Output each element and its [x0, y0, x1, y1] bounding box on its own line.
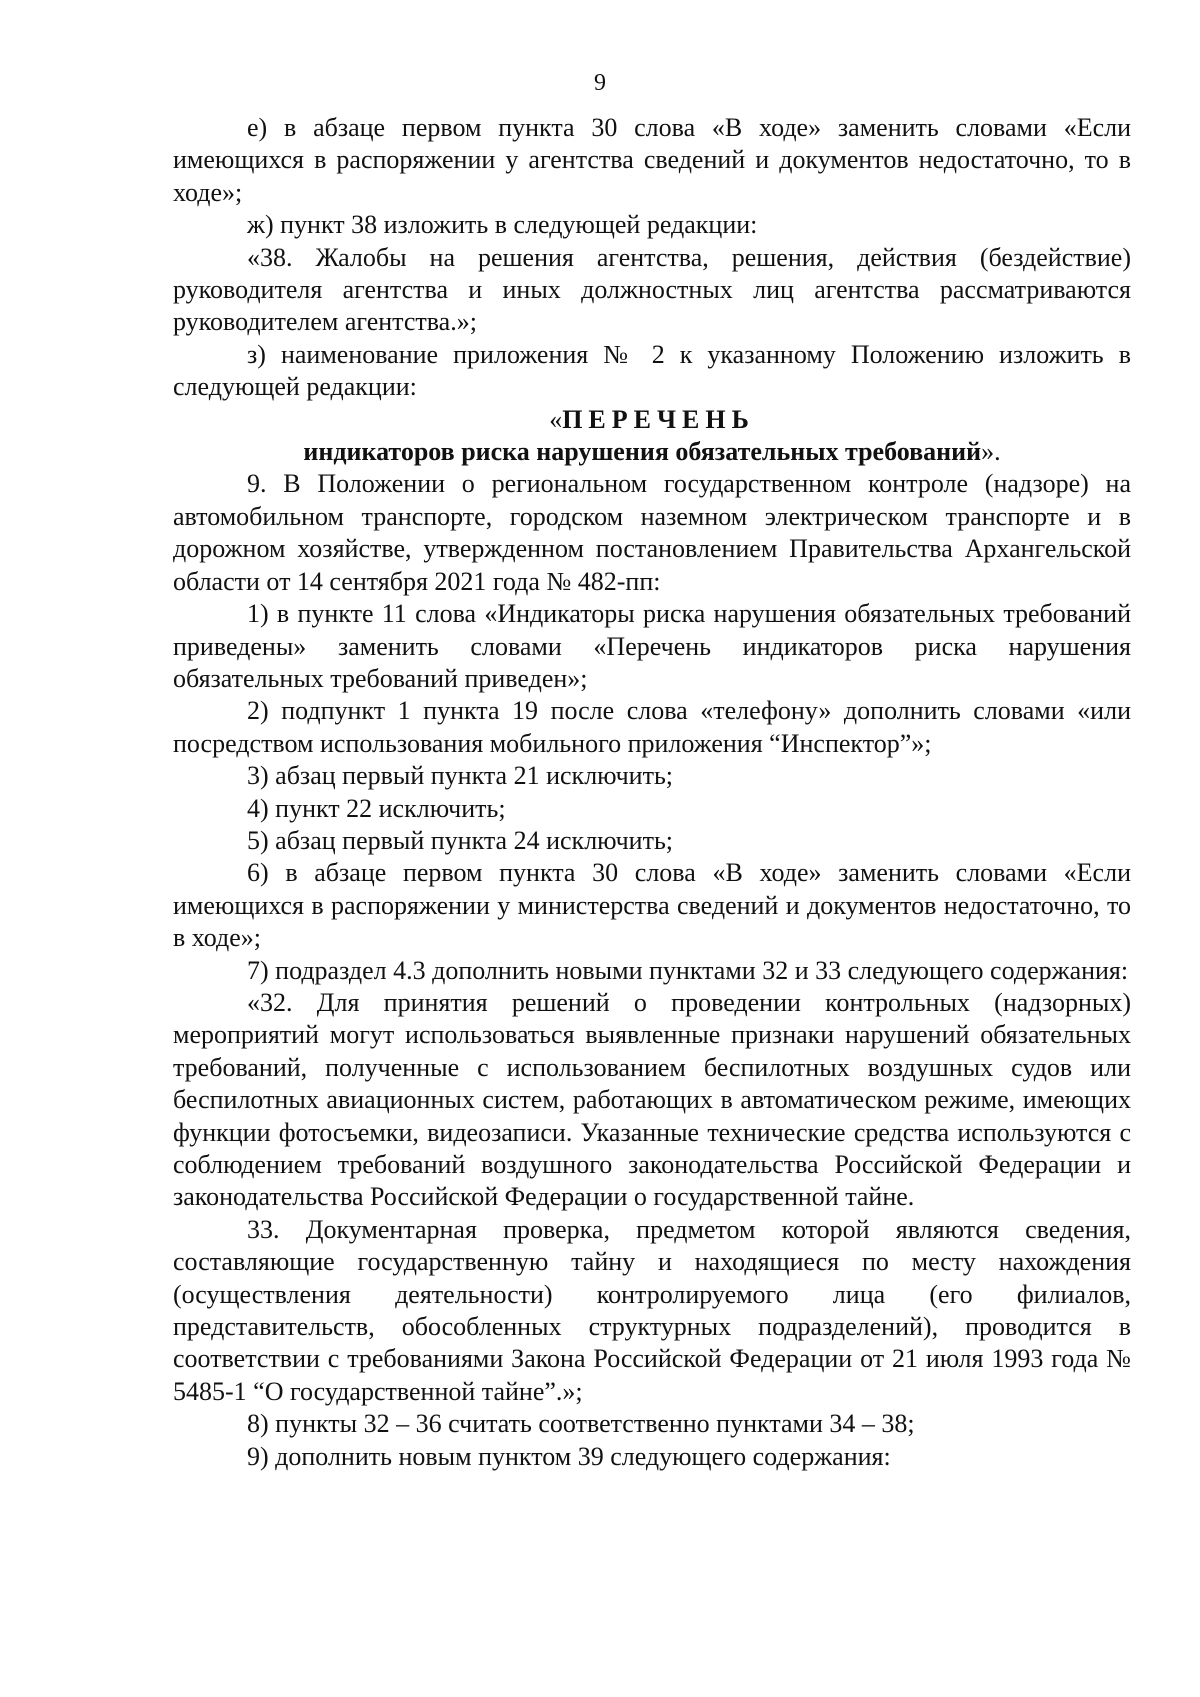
paragraph: 5) абзац первый пункта 24 исключить; — [247, 825, 674, 855]
paragraph: 7) подраздел 4.3 дополнить новыми пунктами 32 и 33 следующего содержания: — [247, 955, 1129, 985]
paragraph: «38. Жалобы на решения агентства, решения, действия (бездействие) руководителя агентства и иных должностных лиц агентства рассматриваются руководителем агентства.»; — [173, 242, 1131, 337]
page-number: 9 — [594, 70, 606, 96]
paragraph: 3) абзац первый пункта 21 исключить; — [247, 761, 674, 791]
paragraph: з) наименование приложения № 2 к указанному Положению изложить в следующей редакции: — [173, 339, 1131, 402]
paragraph: 2) подпункт 1 пункта 19 после слова «телефону» дополнить словами «или посредством использования мобильного приложения “Инспектор”»; — [173, 696, 1131, 758]
paragraph: 33. Документарная проверка, предметом которой являются сведения, составляющие государственную тайну и находящиеся по месту нахождения (осуществления деятельности) контролируемого лица (его филиалов, представительств, обособленных структурных подразделений), проводится в соответствии с требованиями Закона Российской Федерации от 21 июля 1993 года № 5485-1 “О государственной тайне”.»; — [173, 1214, 1131, 1406]
heading-open-quote: « — [549, 404, 563, 434]
heading-subtitle-line — [173, 436, 1131, 468]
paragraph: «32. Для принятия решений о проведении контрольных (надзорных) мероприятий могут использоваться выявленные признаки нарушений обязательных требований, полученные с использованием беспилотных воздушных судов или беспилотных авиационных систем, работающих в автоматическом режиме, имеющих функции фотосъемки, видеозаписи. Указанные технические средства используются с соблюдением требований воздушного законодательства Российской Федерации и законодательства Российской Федерации о государственной тайне. — [173, 987, 1131, 1212]
heading-close: ». — [981, 437, 1001, 467]
paragraph: 8) пункты 32 – 36 считать соответственно пунктами 34 – 38; — [247, 1409, 915, 1439]
paragraph: 9. В Положении о региональном государственном контроле (надзоре) на автомобильном транспорте, городском наземном электрическом транспорте и в дорожном хозяйстве, утвержденном постановлением Правительства Архангельской области от 14 сентября 2021 года № 482-пп: — [173, 469, 1131, 596]
paragraph: 9) дополнить новым пунктом 39 следующего содержания: — [247, 1441, 891, 1471]
paragraph: 1) в пункте 11 слова «Индикаторы риска нарушения обязательных требований приведены» заменить словами «Перечень индикаторов риска нарушения обязательных требований приведен»; — [173, 599, 1131, 693]
document-body — [173, 112, 1131, 1473]
paragraph: е) в абзаце первом пункта 30 слова «В ходе» заменить словами «Если имеющихся в распоряжении у агентства сведений и документов недостаточно, то в ходе»; — [173, 113, 1131, 207]
paragraph: ж) пункт 38 изложить в следующей редакции: — [247, 210, 758, 240]
heading-title: ПЕРЕЧЕНЬ — [562, 404, 755, 434]
heading-title-line — [173, 404, 1131, 436]
paragraph: 4) пункт 22 исключить; — [247, 793, 506, 823]
heading-subtitle: индикаторов риска нарушения обязательных требований — [303, 437, 982, 467]
paragraph: 6) в абзаце первом пункта 30 слова «В ходе» заменить словами «Если имеющихся в распоряжении у министерства сведений и документов недостаточно, то в ходе»; — [173, 858, 1131, 953]
